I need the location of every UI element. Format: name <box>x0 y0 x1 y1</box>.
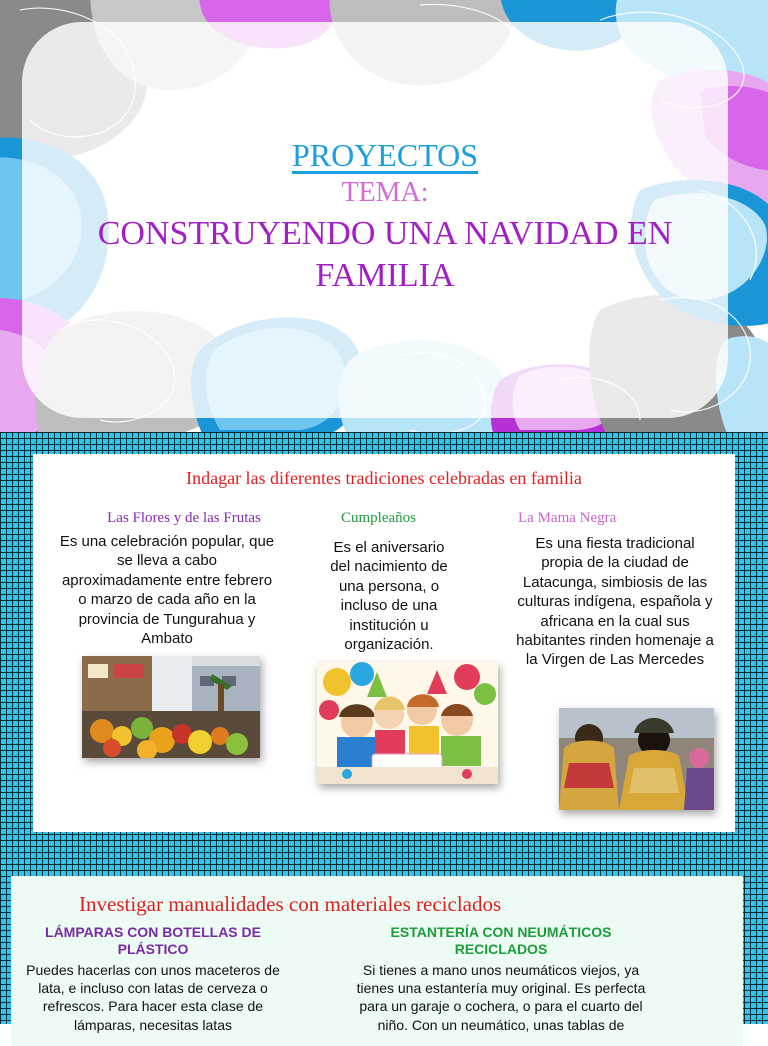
birthday-party-photo <box>317 662 498 784</box>
tradition-column-cumpleanos <box>323 510 455 654</box>
tradition-text: Es una fiesta tradicional propia de la ciudad de Latacunga, simbiosis de las culturas indígena, española y africana en la cual sus habitantes rinden homenaje a la Virgen de Las Mercedes <box>516 535 714 669</box>
tradition-text: Es el aniversario del nacimiento de una persona, o incluso de una institución u organización. <box>330 539 448 654</box>
projects-label: PROYECTOS <box>291 137 479 173</box>
tradition-title: La Mama Negra <box>518 510 617 526</box>
crafts-section <box>0 864 768 1033</box>
craft-column-shelf <box>351 924 651 1034</box>
craft-text: Puedes hacerlas con unos maceteros de lata, e incluso con latas de cerveza o refrescos. Para hacer esta clase de lámparas, necesitas latas <box>26 962 280 1033</box>
tradition-column-mama-negra <box>515 510 715 670</box>
craft-column-lamps <box>21 924 285 1034</box>
craft-title: ESTANTERÍA CON NEUMÁTICOS RECICLADOS <box>390 924 612 957</box>
craft-text: Si tienes a mano unos neumáticos viejos, ya tienes una estantería muy original. Es perfecta para un garaje o cochera, o para el cuarto del niño. Con un neumático, unas tablas de <box>356 962 646 1033</box>
tradition-title: Cumpleaños <box>341 510 416 526</box>
crafts-heading: Investigar manualidades con materiales reciclados <box>79 892 502 916</box>
traditions-section <box>0 432 768 864</box>
theme-label: TEMA: <box>341 177 429 208</box>
tradition-title: Las Flores y de las Frutas <box>107 510 261 526</box>
craft-title: LÁMPARAS CON BOTELLAS DE PLÁSTICO <box>45 924 261 957</box>
tradition-column-flores <box>59 510 275 648</box>
title-block <box>40 135 730 297</box>
traditions-heading: Indagar las diferentes tradiciones celebradas en familia <box>186 468 582 488</box>
crafts-card <box>11 876 743 1046</box>
mama-negra-photo <box>559 708 714 810</box>
tradition-text: Es una celebración popular, que se lleva a cabo aproximadamente entre febrero o marzo de cada año en la provincia de Tungurahua y Ambato <box>59 533 275 648</box>
cover-header <box>0 0 768 432</box>
traditions-card <box>33 454 735 832</box>
page-title: CONSTRUYENDO UNA NAVIDAD EN FAMILIA <box>97 215 673 294</box>
fruit-festival-photo <box>82 656 260 758</box>
